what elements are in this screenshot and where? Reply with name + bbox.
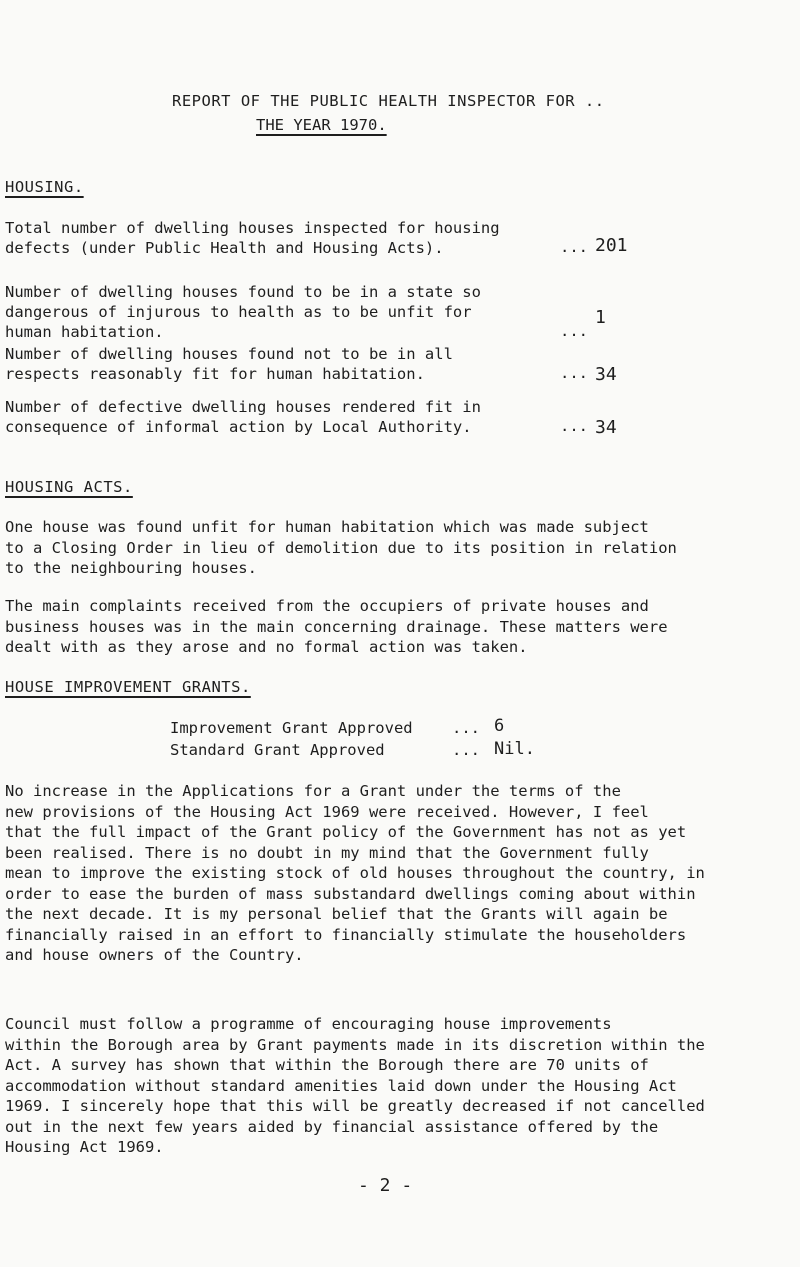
housing-acts-heading: HOUSING ACTS. [5,478,133,496]
stat-label-inspected: Total number of dwelling houses inspected for housing defects (under Public Health and Housing Acts). [5,219,500,257]
stat-label-rendered-fit: Number of defective dwelling houses rendered fit in consequence of informal action by Local Authority. [5,398,481,436]
housing-acts-paragraph: The main complaints received from the occupiers of private houses and business houses was in the main concerning drainage. These matters were dealt with as they arose and no formal action was taken. [5,597,668,656]
stat-label-not-fit: Number of dwelling houses found not to be in all respects reasonably fit for human habitation. [5,345,453,383]
stat-value-inspected: 201 [595,235,628,256]
page-number: - 2 - [358,1175,413,1196]
stat-label-unfit: Number of dwelling houses found to be in a state so dangerous of injurous to health as to be unfit for human habitation. [5,283,481,341]
grant-dots: ... [452,719,480,737]
grant-row-standard [170,741,385,759]
grants-heading: HOUSE IMPROVEMENT GRANTS. [5,678,251,696]
grants-paragraph: Council must follow a programme of encouraging house improvements within the Borough area by Grant payments made in its discretion within the Act. A survey has shown that within the Borough there are 70 units of accommodation without standard amenities laid down under the Housing Act 1969. I sincerely hope that this will be greatly decreased if not cancelled out in the next few years aided by financial assistance offered by the Housing Act 1969. [5,1015,705,1156]
housing-heading: HOUSING. [5,178,84,196]
grant-dots: ... [452,741,480,759]
stat-value-not-fit: 34 [595,364,617,385]
grants-paragraph: No increase in the Applications for a Grant under the terms of the new provisions of the Housing Act 1969 were received. However, I feel that the full impact of the Grant policy of the Government has not as yet been realised. There is no doubt in my mind that the Government fully mean to improve the existing stock of old houses throughout the country, in order to ease the burden of mass substandard dwellings coming about within the next decade. It is my personal belief that the Grants will again be financially raised in an effort to financially stimulate the householders and house owners of the Country. [5,782,705,964]
housing-acts-paragraph: One house was found unfit for human habitation which was made subject to a Closing Order in lieu of demolition due to its position in relation to the neighbouring houses. [5,518,677,577]
stat-dots: ... [560,364,588,382]
report-title: REPORT OF THE PUBLIC HEALTH INSPECTOR FOR .. [172,92,605,110]
stat-value-rendered-fit: 34 [595,417,617,438]
stat-dots: ... [560,238,588,256]
stat-dots: ... [560,417,588,435]
grant-label: Improvement Grant Approved [170,719,413,737]
stat-dots: ... [560,322,588,340]
grant-value-standard: Nil. [494,739,535,759]
grant-value-improvement: 6 [494,716,505,736]
grant-row-improvement [170,719,413,737]
report-year: THE YEAR 1970. [256,116,387,134]
stat-value-unfit: 1 [595,307,606,328]
grant-label: Standard Grant Approved [170,741,385,759]
